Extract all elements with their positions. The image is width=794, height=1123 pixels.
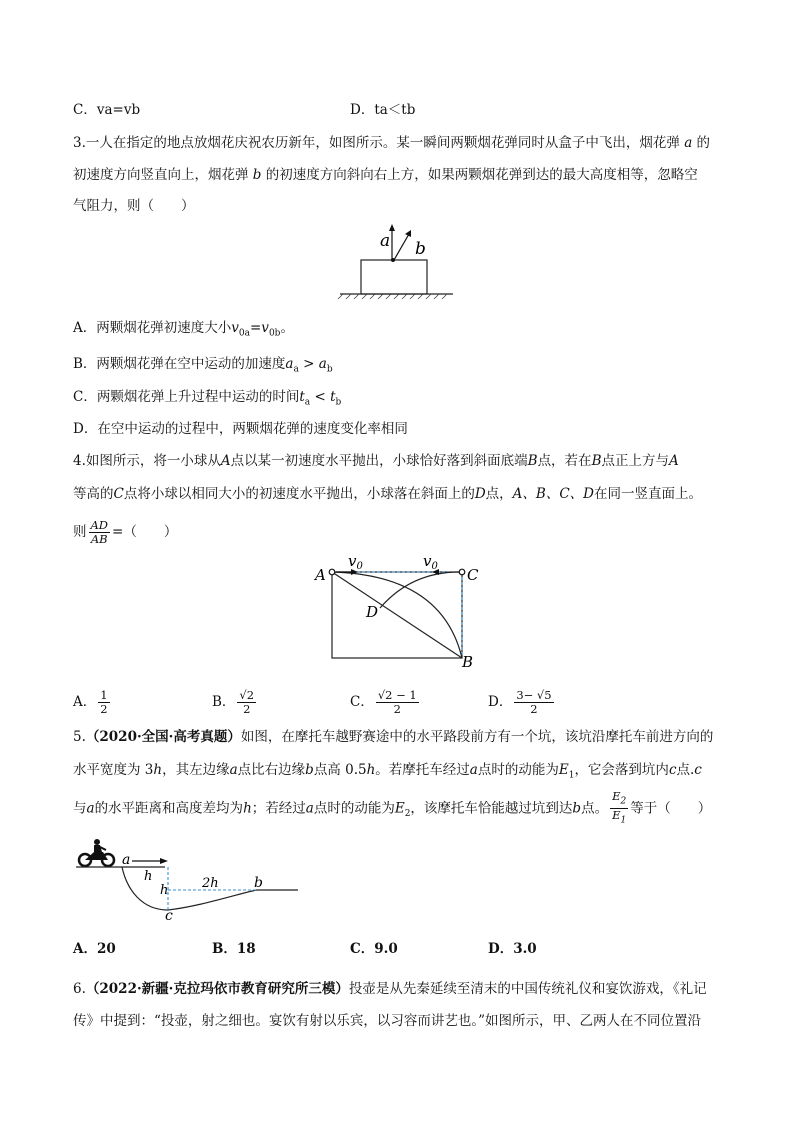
q4-label-B: B xyxy=(462,653,474,671)
q3-option-b: B．两颗烟花弹在空中运动的加速度$a_a > a_b$ xyxy=(73,356,333,375)
q4-line2: 等高的C点将小球以相同大小的初速度水平抛出，小球落在斜面上的D点，A、B、C、D在同一竖直面上。 xyxy=(73,486,702,502)
q5-line1: 5.（2020·全国·高考真题）如图，在摩托车越野赛途中的水平路段前方有一个坑，该坑沿摩托车前进方向的 xyxy=(73,729,714,745)
q3-line2: 初速度方向竖直向上，烟花弹 b 的初速度方向斜向右上方，如果两颗烟花弹到达的最大高度相等，忽略空 xyxy=(73,167,698,183)
option-d-prev: D．ta＜tb xyxy=(350,102,416,118)
q3-arrow-b xyxy=(394,234,409,260)
q5-option-b: B．18 xyxy=(212,941,256,957)
q4-label-v0-right: $v_0$ xyxy=(423,553,438,572)
q5-pit xyxy=(122,867,257,910)
q5-figure xyxy=(72,838,302,922)
q3-box xyxy=(361,260,427,294)
q3-line1: 3.一人在指定的地点放烟花庆祝农历新年，如图所示。某一瞬间两颗烟花弹同时从盒子中飞出，烟花弹 a 的 xyxy=(73,135,711,151)
q4-option-b: B． $\frac{√2}{2}$ xyxy=(212,688,255,716)
q4-option-c: C． $\frac{√2 - 1}{2}$ xyxy=(350,688,417,716)
q4-label-A: A xyxy=(315,566,326,584)
q3-option-c: C．两颗烟花弹上升过程中运动的时间$t_a < t_b$ xyxy=(73,389,342,408)
q4-figure xyxy=(312,553,487,671)
q5-label-a: a xyxy=(122,852,131,868)
q5-option-c: C．9.0 xyxy=(350,941,398,957)
q6-line1: 6.（2022·新疆·克拉玛依市教育研究所三模）投壶是从先秦延续至清末的中国传统礼仪和宴饮游戏，《礼记 xyxy=(73,981,707,997)
q4-trajectory-c xyxy=(380,572,462,608)
q4-label-C: C xyxy=(467,566,479,584)
q5-line3: 与a的水平距离和高度差均为h；若经过a点时的动能为$E_2$，该摩托车恰能越过坑到达b点。 $\frac{E_2}{E_1}$ 等于（ ） xyxy=(73,789,712,826)
q4-line1: 4.如图所示，将一小球从A点以某一初速度水平抛出，小球恰好落到斜面底端B点，若在B点正上方与A xyxy=(73,453,679,469)
q3-option-d: D．在空中运动的过程中，两颗烟花弹的速度变化率相同 xyxy=(73,421,408,437)
q3-line3: 气阻力，则（ ） xyxy=(73,198,195,214)
q5-label-h2: h xyxy=(160,883,169,898)
q3-option-a: A．两颗烟花弹初速度大小$v_{0a}=v_{0b}$。 xyxy=(73,320,294,339)
q3-figure xyxy=(335,222,460,300)
q5-label-h1: h xyxy=(144,869,153,884)
option-c-prev: C．va=vb xyxy=(73,102,141,118)
q5-label-2h: 2h xyxy=(202,876,219,891)
q5-line2: 水平宽度为 3h，其左边缘a点比右边缘b点高 0.5h。若摩托车经过a点时的动能为$E_1$，它会落到坑内c点.c xyxy=(73,762,702,781)
q4-line3: 则 $\frac{AD}{AB}$ =（ ） xyxy=(73,518,178,546)
q5-option-d: D．3.0 xyxy=(488,941,537,957)
q5-option-a: A．20 xyxy=(73,941,116,957)
q3-label-a: a xyxy=(380,231,391,251)
q3-label-b: b xyxy=(415,239,426,259)
q5-label-c: c xyxy=(165,908,173,922)
q4-incline xyxy=(332,572,462,658)
q4-option-d: D． $\frac{3- √5}{2}$ xyxy=(488,688,552,716)
motorcycle-icon xyxy=(79,839,114,866)
q5-label-b: b xyxy=(254,875,263,891)
q4-label-v0-left: $v_0$ xyxy=(348,553,363,572)
q6-line2: 传》中提到：“投壶，射之细也。宴饮有射以乐宾，以习容而讲艺也。”如图所示，甲、乙两人在不同位置沿 xyxy=(73,1013,702,1029)
q4-option-a: A． $\frac{1}{2}$ xyxy=(73,688,108,716)
q4-label-D: D xyxy=(366,603,379,621)
